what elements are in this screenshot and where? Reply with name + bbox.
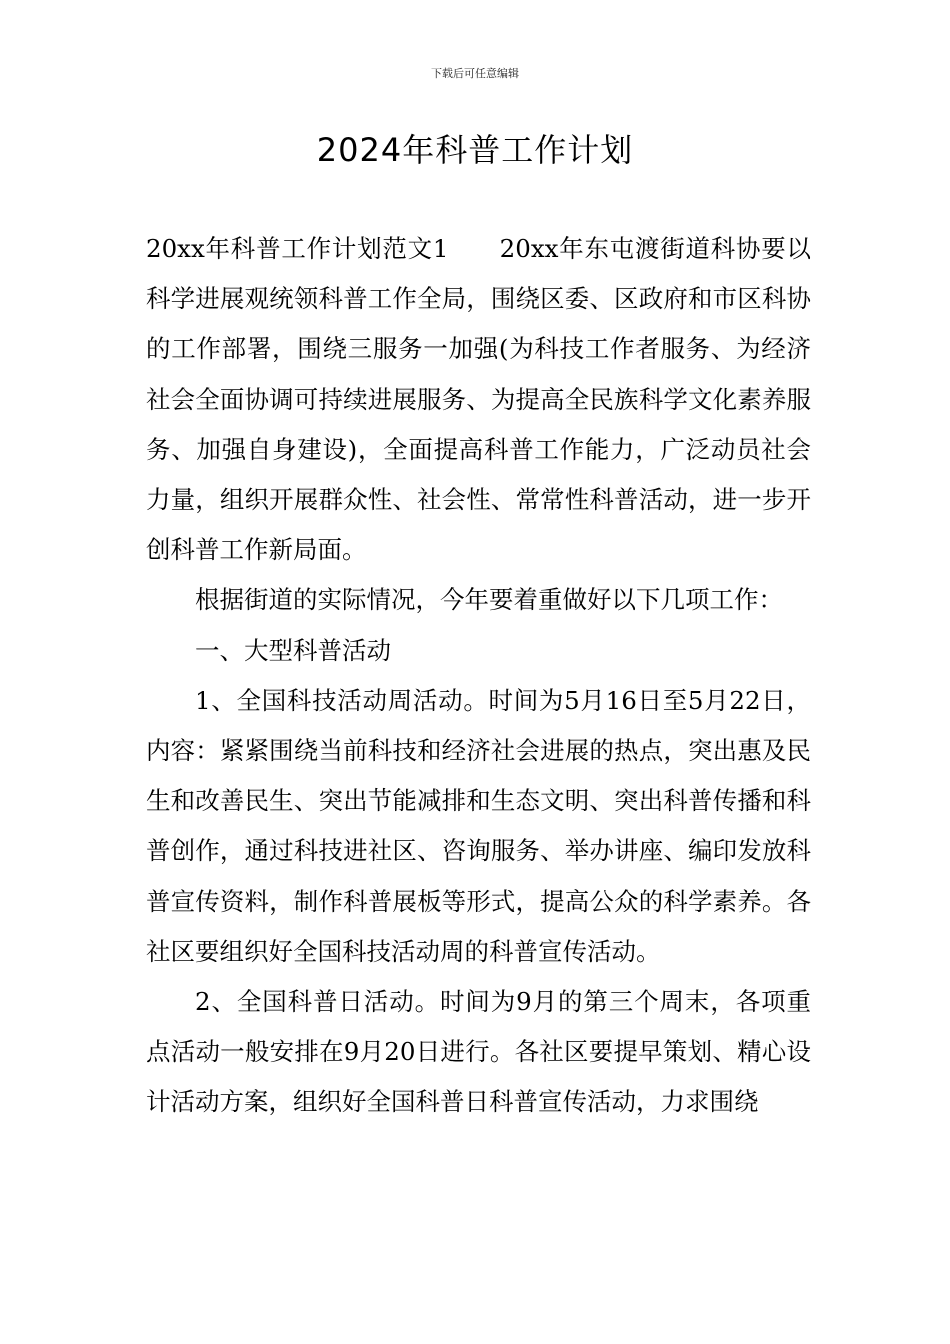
paragraph-item-1: 1、全国科技活动周活动。时间为5月16日至5月22日，内容：紧紧围绕当前科技和经济社会进展的热点，突出惠及民生和改善民生、突出节能减排和生态文明、突出科普传播和科普创作，通过科技进社区、咨询服务、举办讲座、编印发放科普宣传资料，制作科普展板等形式，提高公众的科学素养。各社区要组织好全国科技活动周的科普宣传活动。 (146, 685, 811, 966)
section-heading: 一、大型科普活动 (195, 635, 391, 665)
paragraph-situation: 根据街道的实际情况，今年要着重做好以下几项工作： (195, 585, 783, 615)
header-note: 下载后可任意编辑 (431, 67, 519, 80)
paragraph-item-2: 2、全国科普日活动。时间为9月的第三个周末，各项重点活动一般安排在9月20日进行。各社区要提早策划、精心设计活动方案，组织好全国科普日科普宣传活动，力求围绕 (146, 987, 811, 1117)
document-body (146, 224, 811, 1128)
paragraph-intro: 20xx年科普工作计划范文1 20xx年东屯渡街道科协要以科学进展观统领科普工作全局，围绕区委、区政府和市区科协的工作部署，围绕三服务一加强(为科技工作者服务、为经济社会全面协调可持续进展服务、为提高全民族科学文化素养服务、加强自身建设)，全面提高科普工作能力，广泛动员社会力量，组织开展群众性、社会性、常常性科普活动，进一步开创科普工作新局面。 (146, 234, 811, 565)
document-title: 2024年科普工作计划 (316, 131, 634, 169)
